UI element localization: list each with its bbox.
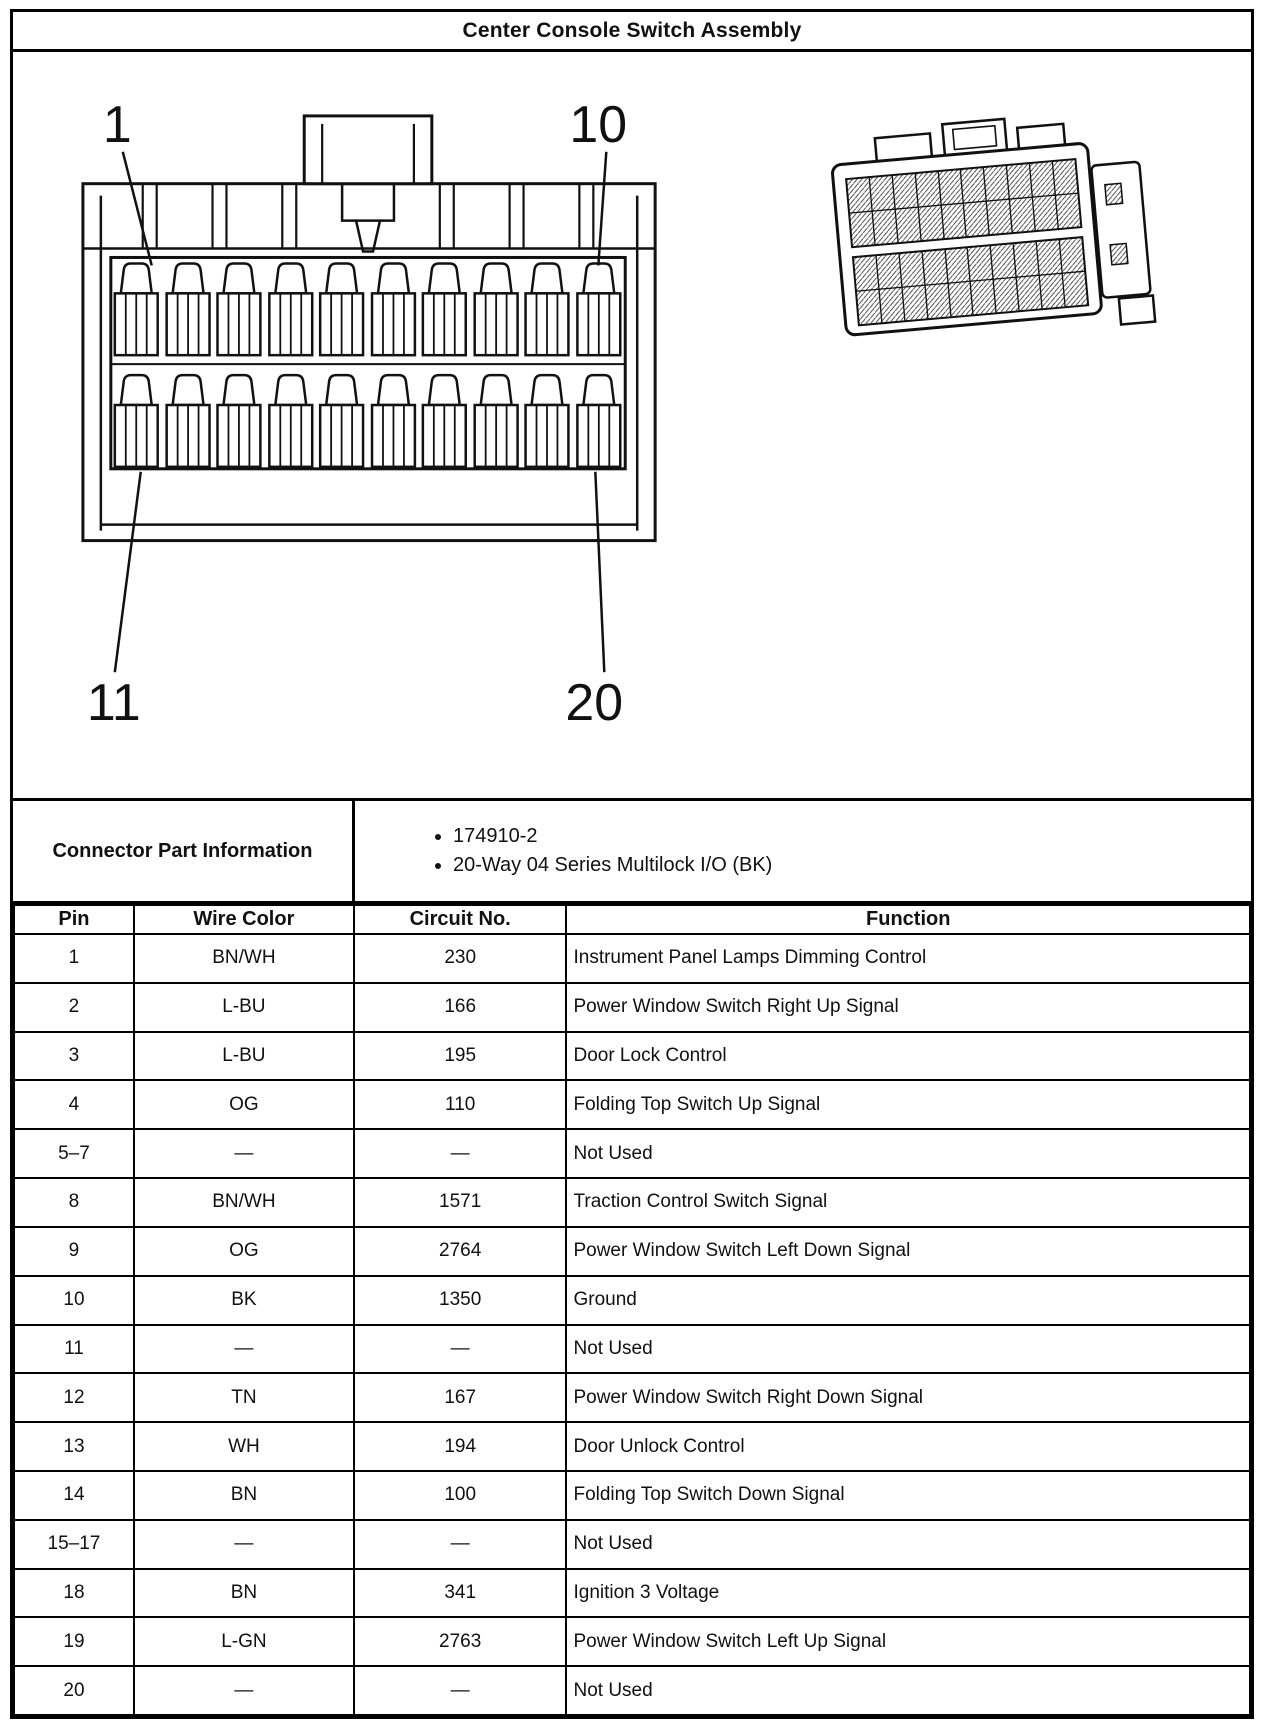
pin-cell: 15–17 bbox=[14, 1520, 134, 1569]
pin-cell: 10 bbox=[14, 1276, 134, 1325]
circuit-cell: 341 bbox=[354, 1569, 567, 1618]
circuit-cell: 167 bbox=[354, 1373, 567, 1422]
pin-cell: 1 bbox=[14, 934, 134, 983]
wire-color-cell: — bbox=[134, 1520, 354, 1569]
function-cell: Not Used bbox=[566, 1520, 1250, 1569]
function-cell: Power Window Switch Left Down Signal bbox=[566, 1227, 1250, 1276]
pin-cell: 8 bbox=[14, 1178, 134, 1227]
wire-color-cell: BN/WH bbox=[134, 1178, 354, 1227]
col-header-pin: Pin bbox=[14, 905, 134, 934]
circuit-cell: 195 bbox=[354, 1032, 567, 1081]
pin-cell: 13 bbox=[14, 1422, 134, 1471]
pin-cell: 11 bbox=[14, 1325, 134, 1374]
wire-color-cell: BK bbox=[134, 1276, 354, 1325]
table-row bbox=[14, 934, 1250, 983]
pin-cell: 4 bbox=[14, 1080, 134, 1129]
wire-color-cell: — bbox=[134, 1325, 354, 1374]
wire-color-cell: L-BU bbox=[134, 983, 354, 1032]
table-row bbox=[14, 1080, 1250, 1129]
function-cell: Power Window Switch Right Down Signal bbox=[566, 1373, 1250, 1422]
pin-cell: 19 bbox=[14, 1617, 134, 1666]
pin-row-bottom bbox=[115, 375, 620, 467]
wire-color-cell: WH bbox=[134, 1422, 354, 1471]
pin-cell: 20 bbox=[14, 1666, 134, 1715]
connector-diagram-area bbox=[13, 52, 1251, 798]
part-info-values bbox=[355, 801, 1251, 901]
table-row bbox=[14, 1666, 1250, 1715]
circuit-cell: — bbox=[354, 1325, 567, 1374]
col-header-wire: Wire Color bbox=[134, 905, 354, 934]
col-header-function: Function bbox=[566, 905, 1250, 934]
table-header-row bbox=[14, 905, 1250, 934]
pin-cell: 3 bbox=[14, 1032, 134, 1081]
wire-color-cell: BN bbox=[134, 1471, 354, 1520]
circuit-cell: — bbox=[354, 1520, 567, 1569]
housing-outline bbox=[83, 184, 655, 541]
table-row bbox=[14, 1227, 1250, 1276]
connector-part-info bbox=[13, 798, 1251, 904]
function-cell: Not Used bbox=[566, 1325, 1250, 1374]
connector-latch bbox=[304, 116, 432, 252]
circuit-cell: 230 bbox=[354, 934, 567, 983]
table-row bbox=[14, 1325, 1250, 1374]
table-row bbox=[14, 1569, 1250, 1618]
circuit-cell: 2764 bbox=[354, 1227, 567, 1276]
part-info-label: Connector Part Information bbox=[13, 801, 355, 901]
wire-color-cell: OG bbox=[134, 1227, 354, 1276]
pin-cell: 5–7 bbox=[14, 1129, 134, 1178]
col-header-circuit: Circuit No. bbox=[354, 905, 567, 934]
wire-color-cell: L-BU bbox=[134, 1032, 354, 1081]
pin-cell: 18 bbox=[14, 1569, 134, 1618]
function-cell: Traction Control Switch Signal bbox=[566, 1178, 1250, 1227]
pin-field bbox=[111, 257, 625, 468]
circuit-cell: 166 bbox=[354, 983, 567, 1032]
part-number: • 174910-2 bbox=[453, 825, 772, 848]
pin-label-20: 20 bbox=[565, 673, 624, 732]
page-title: Center Console Switch Assembly bbox=[13, 12, 1251, 52]
wire-color-cell: OG bbox=[134, 1080, 354, 1129]
circuit-cell: — bbox=[354, 1129, 567, 1178]
wire-color-cell: BN bbox=[134, 1569, 354, 1618]
function-cell: Ground bbox=[566, 1276, 1250, 1325]
wire-color-cell: BN/WH bbox=[134, 934, 354, 983]
pin-cell: 9 bbox=[14, 1227, 134, 1276]
circuit-cell: 1571 bbox=[354, 1178, 567, 1227]
pin-row-top bbox=[115, 263, 620, 355]
table-row bbox=[14, 1471, 1250, 1520]
table-row bbox=[14, 983, 1250, 1032]
wire-color-cell: — bbox=[134, 1129, 354, 1178]
circuit-cell: 2763 bbox=[354, 1617, 567, 1666]
function-cell: Instrument Panel Lamps Dimming Control bbox=[566, 934, 1250, 983]
function-cell: Power Window Switch Left Up Signal bbox=[566, 1617, 1250, 1666]
circuit-cell: 1350 bbox=[354, 1276, 567, 1325]
pinout-table-wrap bbox=[13, 904, 1251, 1716]
function-cell: Door Lock Control bbox=[566, 1032, 1250, 1081]
pin-cell: 2 bbox=[14, 983, 134, 1032]
page-frame bbox=[10, 9, 1254, 1719]
table-row bbox=[14, 1129, 1250, 1178]
wire-color-cell: — bbox=[134, 1666, 354, 1715]
connector-face-diagram bbox=[55, 86, 703, 734]
pin-label-10: 10 bbox=[569, 94, 628, 153]
pin-label-11: 11 bbox=[86, 673, 141, 732]
connector-3d-view bbox=[813, 94, 1215, 366]
pin-cell: 14 bbox=[14, 1471, 134, 1520]
circuit-cell: 110 bbox=[354, 1080, 567, 1129]
pin-label-1: 1 bbox=[102, 94, 132, 153]
part-description: • 20-Way 04 Series Multilock I/O (BK) bbox=[453, 854, 772, 877]
function-cell: Not Used bbox=[566, 1129, 1250, 1178]
pin-cell: 12 bbox=[14, 1373, 134, 1422]
function-cell: Folding Top Switch Up Signal bbox=[566, 1080, 1250, 1129]
table-row bbox=[14, 1373, 1250, 1422]
function-cell: Folding Top Switch Down Signal bbox=[566, 1471, 1250, 1520]
pinout-table bbox=[13, 904, 1251, 1716]
circuit-cell: — bbox=[354, 1666, 567, 1715]
table-row bbox=[14, 1422, 1250, 1471]
table-row bbox=[14, 1178, 1250, 1227]
function-cell: Not Used bbox=[566, 1666, 1250, 1715]
function-cell: Power Window Switch Right Up Signal bbox=[566, 983, 1250, 1032]
table-row bbox=[14, 1276, 1250, 1325]
table-row bbox=[14, 1520, 1250, 1569]
wire-color-cell: L-GN bbox=[134, 1617, 354, 1666]
circuit-cell: 100 bbox=[354, 1471, 567, 1520]
wire-color-cell: TN bbox=[134, 1373, 354, 1422]
table-row bbox=[14, 1032, 1250, 1081]
function-cell: Door Unlock Control bbox=[566, 1422, 1250, 1471]
table-row bbox=[14, 1617, 1250, 1666]
circuit-cell: 194 bbox=[354, 1422, 567, 1471]
function-cell: Ignition 3 Voltage bbox=[566, 1569, 1250, 1618]
